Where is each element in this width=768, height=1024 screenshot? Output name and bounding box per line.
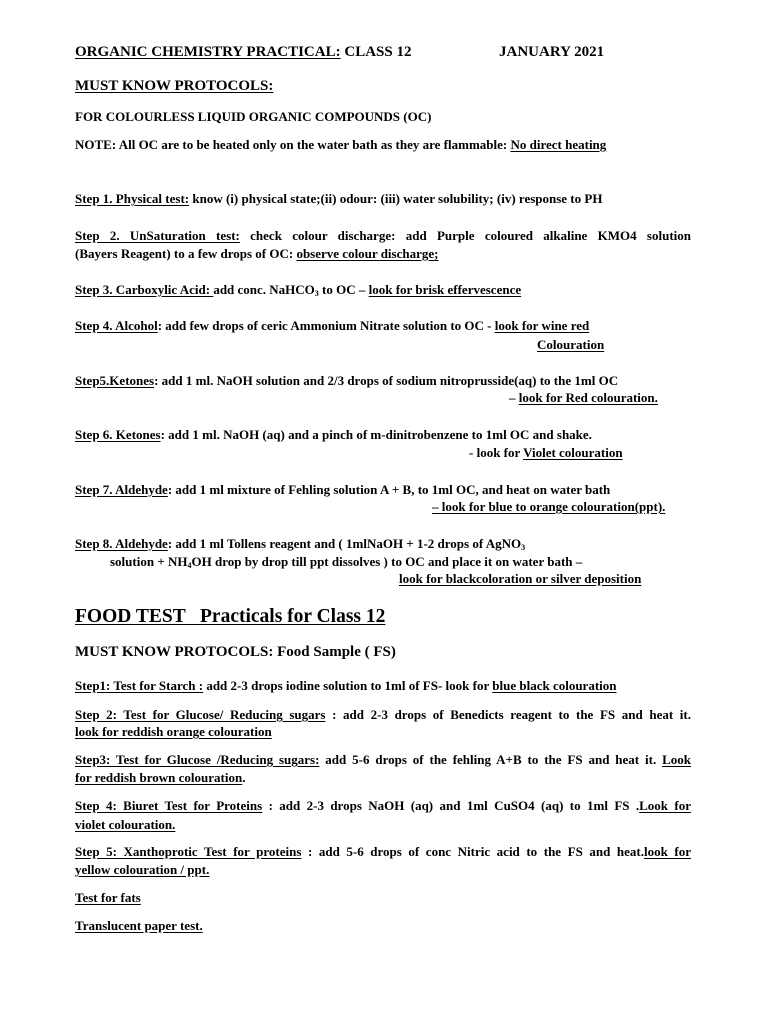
step-4-text: : add few drops of ceric Ammonium Nitrate solution to OC -	[157, 318, 495, 333]
translucent-paper-test: Translucent paper test.	[75, 918, 203, 933]
food-step-3-text: add 5-6 drops of the fehling A+B to the FS and heat it.	[319, 752, 663, 767]
step-6	[75, 426, 592, 443]
food-step-1-emphasis: blue black colouration	[492, 678, 617, 693]
step-3-emphasis: look for brisk effervescence	[368, 282, 522, 297]
step-8-label: Step 8. Aldehyde	[75, 536, 168, 551]
food-step-1	[75, 677, 617, 694]
document-date: JANUARY 2021	[499, 44, 605, 60]
step-8-line2-subscript: 4	[187, 561, 192, 570]
food-step-2-text: : add 2-3 drops of Benedicts reagent to the FS and heat it.	[325, 707, 691, 722]
food-step-3-line2	[75, 769, 245, 786]
document-title: ORGANIC CHEMISTRY PRACTICAL:	[75, 44, 341, 60]
step-1	[75, 190, 602, 207]
step-8-text: : add 1 ml Tollens reagent and ( 1mlNaOH + 1-2 drops of AgNO	[167, 536, 522, 551]
oc-subheading: FOR COLOURLESS LIQUID ORGANIC COMPOUNDS (OC)	[75, 109, 432, 124]
food-test-title	[75, 608, 385, 625]
food-test-title-main: FOOD TEST	[75, 606, 186, 627]
step-4-emphasis-2: Colouration	[537, 337, 605, 352]
step-6-label: Step 6. Ketones	[75, 427, 161, 442]
food-step-3	[75, 751, 691, 768]
step-5	[75, 372, 618, 389]
step-4-emphasis: look for wine red	[494, 318, 590, 333]
food-step-5-text: : add 5-6 drops of conc Nitric acid to the FS and heat.	[301, 844, 644, 859]
step-6-text: : add 1 ml. NaOH (aq) and a pinch of m-dinitrobenzene to 1ml OC and shake.	[160, 427, 592, 442]
food-test-title-rest: Practicals for Class 12	[185, 606, 386, 627]
step-5-text: : add 1 ml. NaOH solution and 2/3 drops of sodium nitroprusside(aq) to the 1ml OC	[154, 373, 619, 388]
food-step-3-label: Step3: Test for Glucose /Reducing sugars:	[75, 752, 320, 767]
food-step-2	[75, 706, 691, 723]
food-step-3-emphasis-a: Look	[662, 752, 691, 767]
step-3-text-a: add conc. NaHCO	[213, 282, 315, 297]
document-header	[75, 44, 411, 61]
step-1-label: Step 1. Physical test:	[75, 191, 190, 206]
food-step-3-emphasis-b: for reddish brown colouration	[75, 770, 243, 785]
step-3-subscript: 3	[314, 289, 319, 298]
step-6-emphasis: Violet colouration	[523, 445, 623, 460]
test-for-fats: Test for fats	[75, 890, 141, 905]
class-label: CLASS 12	[344, 44, 412, 60]
step-8-line2-a: solution + NH	[110, 554, 188, 569]
step-2-line2	[75, 245, 438, 262]
step-7-emphasis: – look for blue to orange colouration(ppt).	[432, 499, 666, 514]
step-3-text-b: to OC –	[318, 282, 369, 297]
step-7	[75, 481, 610, 498]
note-text: NOTE: All OC are to be heated only on the water bath as they are flammable:	[75, 137, 511, 152]
food-step-5-emphasis-a: look for	[643, 844, 691, 859]
step-5-emphasis: look for Red colouration.	[518, 390, 658, 405]
food-step-4-emphasis-b: violet colouration.	[75, 817, 176, 832]
food-step-1-text: add 2-3 drops iodine solution to 1ml of FS- look for	[203, 678, 493, 693]
step-2-emphasis: observe colour discharge;	[296, 246, 439, 261]
note-line	[75, 136, 606, 153]
protocols-heading: MUST KNOW PROTOCOLS:	[75, 78, 274, 94]
food-step-5-emphasis-b: yellow colouration / ppt.	[75, 862, 210, 877]
step-5-dash: –	[509, 390, 519, 405]
step-4-label: Step 4. Alcohol	[75, 318, 158, 333]
food-step-5	[75, 843, 691, 860]
step-7-label: Step 7. Aldehyde	[75, 482, 168, 497]
food-step-4-text: : add 2-3 drops NaOH (aq) and 1ml CuSO4 (aq) to 1ml FS .	[262, 798, 640, 813]
step-3-label: Step 3. Carboxylic Acid:	[75, 282, 214, 297]
food-protocols-heading: MUST KNOW PROTOCOLS: Food Sample ( FS)	[75, 644, 396, 660]
step-2-line2-text: (Bayers Reagent) to a few drops of OC:	[75, 246, 297, 261]
step-7-text: : add 1 ml mixture of Fehling solution A + B, to 1ml OC, and heat on water bath	[167, 482, 611, 497]
food-step-2-label: Step 2: Test for Glucose/ Reducing sugars	[75, 707, 326, 722]
step-8-subscript: 3	[521, 543, 526, 552]
step-2-text: check colour discharge: add Purple coloured alkaline KMO4 solution	[239, 228, 691, 243]
food-step-1-label: Step1: Test for Starch :	[75, 678, 204, 693]
step-6-prefix: - look for	[469, 445, 524, 460]
food-step-4	[75, 797, 691, 814]
note-emphasis: No direct heating	[510, 137, 607, 152]
food-step-4-label: Step 4: Biuret Test for Proteins	[75, 798, 263, 813]
step-6-line2	[469, 444, 623, 461]
step-1-text: know (i) physical state;(ii) odour: (iii) water solubility; (iv) response to PH	[189, 191, 603, 206]
step-3	[75, 281, 521, 302]
food-step-2-emphasis: look for reddish orange colouration	[75, 724, 272, 739]
food-step-5-label: Step 5: Xanthoprotic Test for proteins	[75, 844, 302, 859]
step-8-line2-b: OH drop by drop till ppt dissolves ) to OC and place it on water bath –	[191, 554, 583, 569]
food-step-3-end: .	[242, 770, 246, 785]
step-5-label: Step5.Ketones	[75, 373, 155, 388]
step-2-label: Step 2. UnSaturation test:	[75, 228, 240, 243]
step-5-line2	[509, 389, 658, 406]
step-8-emphasis: look for blackcoloration or silver deposition	[399, 571, 642, 586]
food-step-4-emphasis-a: Look for	[639, 798, 692, 813]
step-2	[75, 227, 691, 244]
step-4	[75, 317, 589, 334]
